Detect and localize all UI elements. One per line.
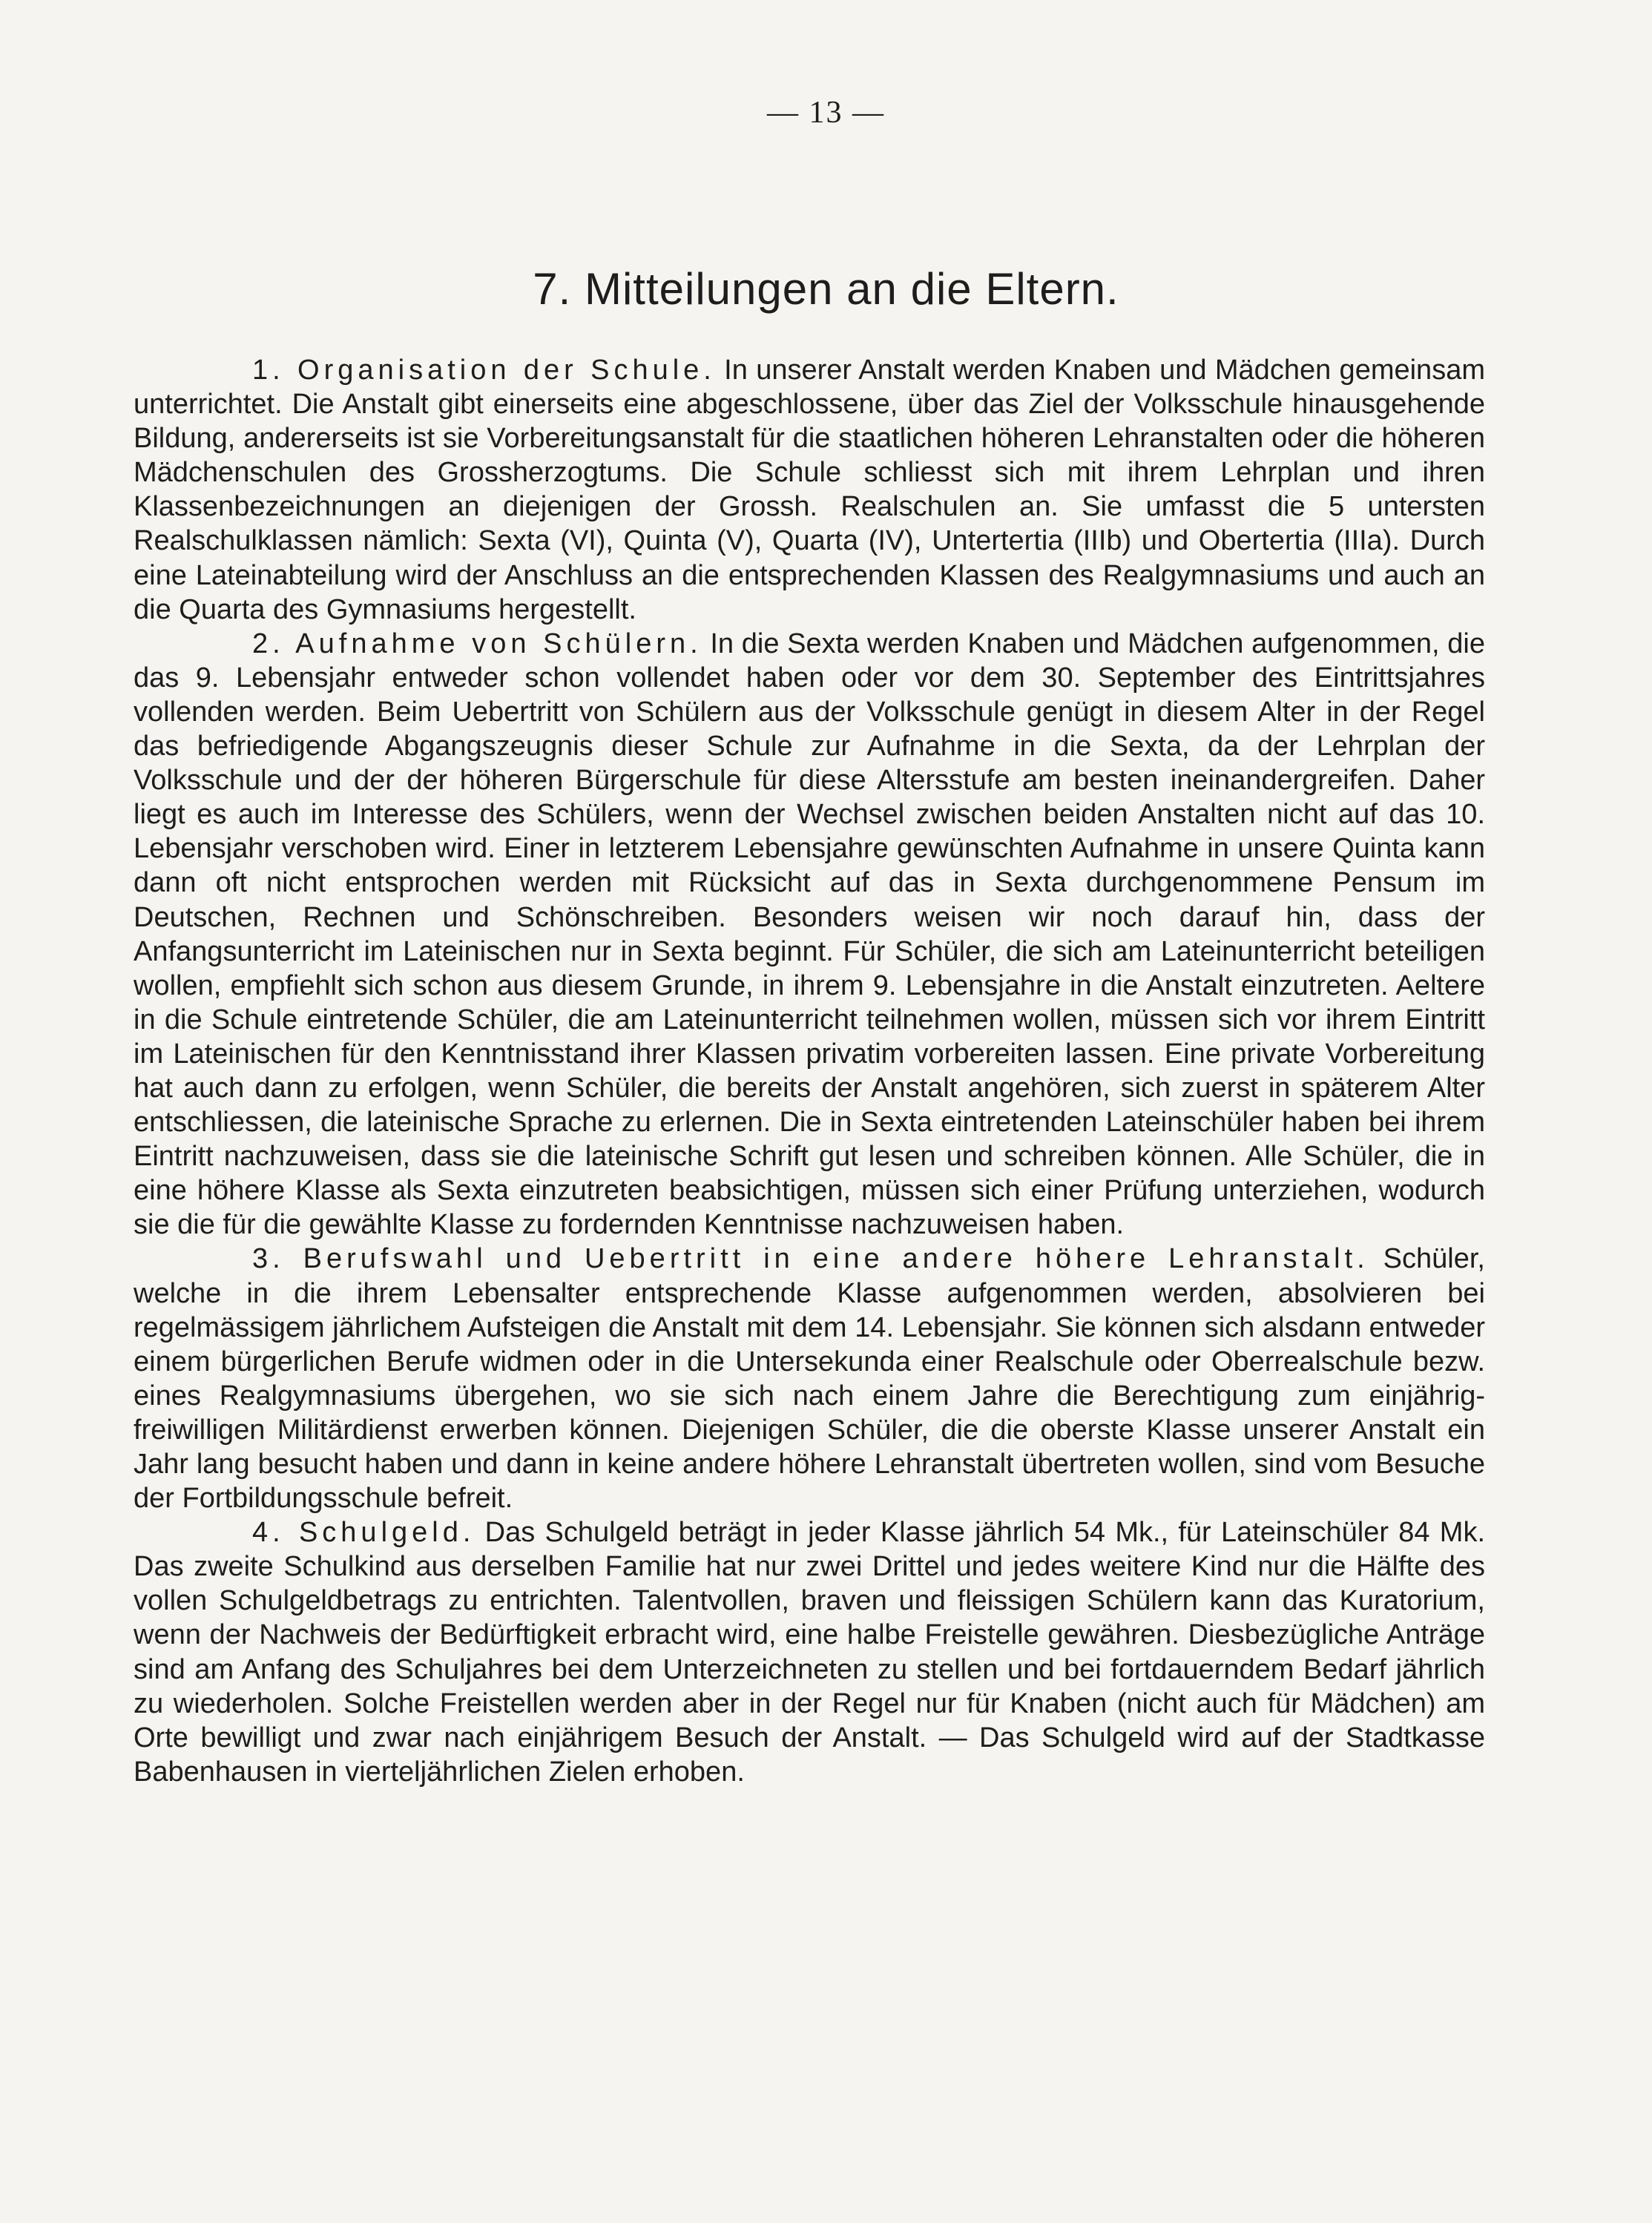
- section-organisation: [134, 353, 1485, 627]
- page-number: — 13 —: [767, 96, 885, 130]
- section-text: Das Schulgeld beträgt in jeder Klasse jährlich 54 Mk., für Lateinschüler 84 Mk. Das zweite Schulkind aus derselben Familie hat nur zwei Drittel und jedes weitere Kind nur die Hälfte des vollen Schulgeldbetrags zu entrichten. Talentvollen, braven und fleissigen Schülern kann das Kuratorium, wenn der Nachweis der Bedürftigkeit erbracht wird, eine halbe Freistelle gewähren. Diesbezügliche Anträge sind am Anfang des Schuljahres bei dem Unterzeichneten zu stellen und bei fortdauerndem Bedarf jährlich zu wiederholen. Solche Freistellen werden aber in der Regel nur für Knaben (nicht auch für Mädchen) am Orte bewilligt und zwar nach einjährigem Besuch der Anstalt. — Das Schulgeld wird auf der Stadtkasse Babenhausen in vierteljährlichen Zielen erhoben.: [134, 1517, 1485, 1788]
- page-heading: 7. Mitteilungen an die Eltern.: [533, 264, 1119, 314]
- section-text: In die Sexta werden Knaben und Mädchen aufgenommen, die das 9. Lebensjahr entweder schon vollendet haben oder vor dem 30. September des Eintrittsjahres vollenden werden. Beim Uebertritt von Schülern aus der Volksschule genügt in diesem Alter in der Regel das befriedigende Abgangszeugnis dieser Schule zur Aufnahme in die Sexta, da der Lehrplan der Volksschule und der der höheren Bürgerschule für diese Altersstufe am besten ineinandergreifen. Daher liegt es auch im Interesse des Schülers, wenn der Wechsel zwischen beiden Anstalten nicht auf das 10. Lebensjahr verschoben wird. Einer in letzterem Lebensjahre gewünschten Aufnahme in unsere Quinta kann dann oft nicht entsprochen werden mit Rücksicht auf das in Sexta durchgenommene Pensum im Deutschen, Rechnen und Schönschreiben. Besonders weisen wir noch darauf hin, dass der Anfangsunterricht im Lateinischen nur in Sexta beginnt. Für Schüler, die sich am Lateinunterricht beteiligen wollen, empfiehlt sich schon aus diesem Grunde, in ihrem 9. Lebensjahre in die Anstalt einzutreten. Aeltere in die Schule eintretende Schüler, die am Lateinunterricht teilnehmen wollen, müssen sich vor ihrem Eintritt im Lateinischen für den Kenntnisstand ihrer Klassen privatim vorbereiten lassen. Eine private Vorbereitung hat auch dann zu erfolgen, wenn Schüler, die bereits der Anstalt angehören, sich zuerst in späterem Alter entschliessen, die lateinische Sprache zu erlernen. Die in Sexta eintretenden Lateinschüler haben bei ihrem Eintritt nachzuweisen, dass sie die lateinische Schrift gut lesen und schreiben können. Alle Schüler, die in eine höhere Klasse als Sexta einzutreten beabsichtigen, müssen sich einer Prüfung unterziehen, wodurch sie die für die gewählte Klasse zu fordernden Kenntnisse nachzuweisen haben.: [134, 628, 1486, 1241]
- body-text: [134, 353, 1485, 1789]
- section-berufswahl: [134, 1242, 1485, 1515]
- section-text: In unserer Anstalt werden Knaben und Mädchen gemeinsam unterrichtet. Die Anstalt gibt einerseits eine abgeschlossene, über das Ziel der Volksschule hinausgehende Bildung, andererseits ist sie Vorbereitungsanstalt für die staatlichen höheren Lehranstalten oder die höheren Mädchenschulen des Grossherzogtums. Die Schule schliesst sich mit ihrem Lehrplan und ihren Klassenbezeichnungen an diejenigen der Grossh. Realschulen an. Sie umfasst die 5 untersten Realschulklassen nämlich: Sexta (VI), Quinta (V), Quarta (IV), Untertertia (IIIb) und Obertertia (IIIa). Durch eine Lateinabteilung wird der Anschluss an die entsprechenden Klassen des Realgymnasiums und auch an die Quarta des Gymnasiums hergestellt.: [134, 355, 1485, 625]
- section-title: 1. Organisation der Schule.: [252, 355, 716, 386]
- section-title: 3. Berufswahl und Uebertritt in eine andere höhere Lehranstalt.: [252, 1243, 1369, 1275]
- section-aufnahme: [134, 627, 1485, 1242]
- section-text: Schüler, welche in die ihrem Lebensalter entsprechende Klasse aufgenommen werden, absolvieren bei regelmässigem jährlichem Aufsteigen die Anstalt mit dem 14. Lebensjahr. Sie können sich alsdann entweder einem bürgerlichen Berufe widmen oder in die Untersekunda einer Realschule oder Oberrealschule bezw. eines Realgymnasiums übergehen, wo sie sich nach einem Jahre die Berechtigung zum einjährig-freiwilligen Militärdienst erwerben können. Diejenigen Schüler, die die oberste Klasse unserer Anstalt ein Jahr lang besucht haben und dann in keine andere höhere Lehranstalt übertreten wollen, sind vom Besuche der Fortbildungsschule befreit.: [134, 1243, 1485, 1515]
- section-title: 2. Aufnahme von Schülern.: [252, 628, 702, 659]
- section-title: 4. Schulgeld.: [252, 1517, 475, 1549]
- section-schulgeld: [134, 1515, 1485, 1789]
